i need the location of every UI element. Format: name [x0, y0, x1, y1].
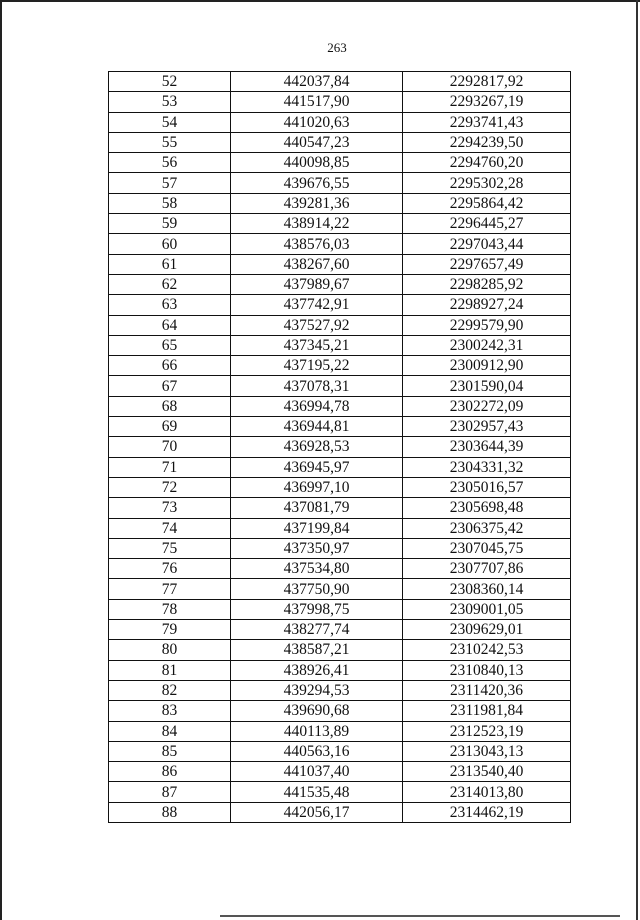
- y-coordinate-cell: 2307707,86: [403, 559, 571, 579]
- coordinates-table-body: [109, 72, 571, 823]
- table-row: [109, 173, 571, 193]
- x-coordinate-cell: 440113,89: [231, 721, 403, 741]
- table-row: [109, 599, 571, 619]
- point-number-cell: 68: [109, 396, 231, 416]
- point-number-cell: 78: [109, 599, 231, 619]
- table-row: [109, 417, 571, 437]
- point-number-cell: 66: [109, 356, 231, 376]
- table-row: [109, 538, 571, 558]
- point-number-cell: 67: [109, 376, 231, 396]
- page-edge-right: [636, 0, 638, 920]
- x-coordinate-cell: 436997,10: [231, 477, 403, 497]
- x-coordinate-cell: 440098,85: [231, 153, 403, 173]
- x-coordinate-cell: 441535,48: [231, 782, 403, 802]
- y-coordinate-cell: 2300242,31: [403, 335, 571, 355]
- y-coordinate-cell: 2301590,04: [403, 376, 571, 396]
- y-coordinate-cell: 2295864,42: [403, 193, 571, 213]
- point-number-cell: 84: [109, 721, 231, 741]
- table-row: [109, 518, 571, 538]
- point-number-cell: 61: [109, 254, 231, 274]
- table-row: [109, 234, 571, 254]
- x-coordinate-cell: 438277,74: [231, 620, 403, 640]
- table-row: [109, 72, 571, 92]
- x-coordinate-cell: 442037,84: [231, 72, 403, 92]
- x-coordinate-cell: 437199,84: [231, 518, 403, 538]
- point-number-cell: 55: [109, 132, 231, 152]
- x-coordinate-cell: 437195,22: [231, 356, 403, 376]
- table-row: [109, 335, 571, 355]
- coordinates-table: [108, 71, 571, 823]
- y-coordinate-cell: 2292817,92: [403, 72, 571, 92]
- x-coordinate-cell: 437350,97: [231, 538, 403, 558]
- y-coordinate-cell: 2298285,92: [403, 274, 571, 294]
- point-number-cell: 80: [109, 640, 231, 660]
- table-row: [109, 254, 571, 274]
- page-edge-left: [0, 0, 2, 920]
- x-coordinate-cell: 438267,60: [231, 254, 403, 274]
- table-row: [109, 660, 571, 680]
- page-number: 263: [327, 40, 347, 55]
- table-row: [109, 762, 571, 782]
- table-row: [109, 498, 571, 518]
- table-row: [109, 132, 571, 152]
- point-number-cell: 77: [109, 579, 231, 599]
- y-coordinate-cell: 2294239,50: [403, 132, 571, 152]
- point-number-cell: 65: [109, 335, 231, 355]
- y-coordinate-cell: 2303644,39: [403, 437, 571, 457]
- point-number-cell: 70: [109, 437, 231, 457]
- point-number-cell: 86: [109, 762, 231, 782]
- y-coordinate-cell: 2310242,53: [403, 640, 571, 660]
- x-coordinate-cell: 438914,22: [231, 214, 403, 234]
- table-row: [109, 721, 571, 741]
- table-row: [109, 559, 571, 579]
- y-coordinate-cell: 2309629,01: [403, 620, 571, 640]
- y-coordinate-cell: 2305016,57: [403, 477, 571, 497]
- y-coordinate-cell: 2308360,14: [403, 579, 571, 599]
- x-coordinate-cell: 438576,03: [231, 234, 403, 254]
- table-row: [109, 579, 571, 599]
- y-coordinate-cell: 2298927,24: [403, 295, 571, 315]
- point-number-cell: 79: [109, 620, 231, 640]
- y-coordinate-cell: 2297043,44: [403, 234, 571, 254]
- x-coordinate-cell: 439690,68: [231, 701, 403, 721]
- point-number-cell: 88: [109, 802, 231, 822]
- x-coordinate-cell: 437989,67: [231, 274, 403, 294]
- point-number-cell: 53: [109, 92, 231, 112]
- x-coordinate-cell: 438587,21: [231, 640, 403, 660]
- point-number-cell: 54: [109, 112, 231, 132]
- point-number-cell: 71: [109, 457, 231, 477]
- y-coordinate-cell: 2313043,13: [403, 741, 571, 761]
- x-coordinate-cell: 439281,36: [231, 193, 403, 213]
- y-coordinate-cell: 2310840,13: [403, 660, 571, 680]
- point-number-cell: 87: [109, 782, 231, 802]
- point-number-cell: 58: [109, 193, 231, 213]
- point-number-cell: 56: [109, 153, 231, 173]
- y-coordinate-cell: 2309001,05: [403, 599, 571, 619]
- table-row: [109, 741, 571, 761]
- x-coordinate-cell: 437078,31: [231, 376, 403, 396]
- point-number-cell: 74: [109, 518, 231, 538]
- y-coordinate-cell: 2314462,19: [403, 802, 571, 822]
- x-coordinate-cell: 436945,97: [231, 457, 403, 477]
- table-row: [109, 782, 571, 802]
- y-coordinate-cell: 2302272,09: [403, 396, 571, 416]
- point-number-cell: 85: [109, 741, 231, 761]
- point-number-cell: 72: [109, 477, 231, 497]
- point-number-cell: 57: [109, 173, 231, 193]
- point-number-cell: 69: [109, 417, 231, 437]
- table-row: [109, 701, 571, 721]
- table-row: [109, 153, 571, 173]
- x-coordinate-cell: 441037,40: [231, 762, 403, 782]
- y-coordinate-cell: 2296445,27: [403, 214, 571, 234]
- y-coordinate-cell: 2314013,80: [403, 782, 571, 802]
- point-number-cell: 62: [109, 274, 231, 294]
- point-number-cell: 82: [109, 680, 231, 700]
- table-row: [109, 274, 571, 294]
- point-number-cell: 64: [109, 315, 231, 335]
- y-coordinate-cell: 2312523,19: [403, 721, 571, 741]
- x-coordinate-cell: 440563,16: [231, 741, 403, 761]
- y-coordinate-cell: 2293267,19: [403, 92, 571, 112]
- table-row: [109, 640, 571, 660]
- point-number-cell: 52: [109, 72, 231, 92]
- table-row: [109, 802, 571, 822]
- point-number-cell: 76: [109, 559, 231, 579]
- y-coordinate-cell: 2299579,90: [403, 315, 571, 335]
- y-coordinate-cell: 2306375,42: [403, 518, 571, 538]
- x-coordinate-cell: 437534,80: [231, 559, 403, 579]
- y-coordinate-cell: 2293741,43: [403, 112, 571, 132]
- y-coordinate-cell: 2294760,20: [403, 153, 571, 173]
- point-number-cell: 63: [109, 295, 231, 315]
- table-row: [109, 680, 571, 700]
- x-coordinate-cell: 441020,63: [231, 112, 403, 132]
- y-coordinate-cell: 2304331,32: [403, 457, 571, 477]
- table-row: [109, 396, 571, 416]
- point-number-cell: 59: [109, 214, 231, 234]
- x-coordinate-cell: 441517,90: [231, 92, 403, 112]
- point-number-cell: 81: [109, 660, 231, 680]
- table-row: [109, 437, 571, 457]
- table-row: [109, 112, 571, 132]
- x-coordinate-cell: 439294,53: [231, 680, 403, 700]
- x-coordinate-cell: 440547,23: [231, 132, 403, 152]
- x-coordinate-cell: 436928,53: [231, 437, 403, 457]
- table-row: [109, 92, 571, 112]
- x-coordinate-cell: 437998,75: [231, 599, 403, 619]
- y-coordinate-cell: 2302957,43: [403, 417, 571, 437]
- x-coordinate-cell: 438926,41: [231, 660, 403, 680]
- x-coordinate-cell: 437081,79: [231, 498, 403, 518]
- page-edge-bottom: [220, 915, 620, 917]
- table-row: [109, 193, 571, 213]
- table-row: [109, 376, 571, 396]
- point-number-cell: 73: [109, 498, 231, 518]
- y-coordinate-cell: 2295302,28: [403, 173, 571, 193]
- table-row: [109, 477, 571, 497]
- point-number-cell: 75: [109, 538, 231, 558]
- table-row: [109, 214, 571, 234]
- page-edge-top: [0, 0, 640, 2]
- x-coordinate-cell: 436994,78: [231, 396, 403, 416]
- table-row: [109, 295, 571, 315]
- x-coordinate-cell: 437750,90: [231, 579, 403, 599]
- y-coordinate-cell: 2300912,90: [403, 356, 571, 376]
- x-coordinate-cell: 439676,55: [231, 173, 403, 193]
- x-coordinate-cell: 437742,91: [231, 295, 403, 315]
- y-coordinate-cell: 2307045,75: [403, 538, 571, 558]
- point-number-cell: 60: [109, 234, 231, 254]
- table-row: [109, 356, 571, 376]
- point-number-cell: 83: [109, 701, 231, 721]
- table-row: [109, 315, 571, 335]
- x-coordinate-cell: 436944,81: [231, 417, 403, 437]
- y-coordinate-cell: 2311420,36: [403, 680, 571, 700]
- y-coordinate-cell: 2297657,49: [403, 254, 571, 274]
- table-row: [109, 620, 571, 640]
- y-coordinate-cell: 2311981,84: [403, 701, 571, 721]
- x-coordinate-cell: 437527,92: [231, 315, 403, 335]
- x-coordinate-cell: 442056,17: [231, 802, 403, 822]
- y-coordinate-cell: 2305698,48: [403, 498, 571, 518]
- table-row: [109, 457, 571, 477]
- y-coordinate-cell: 2313540,40: [403, 762, 571, 782]
- x-coordinate-cell: 437345,21: [231, 335, 403, 355]
